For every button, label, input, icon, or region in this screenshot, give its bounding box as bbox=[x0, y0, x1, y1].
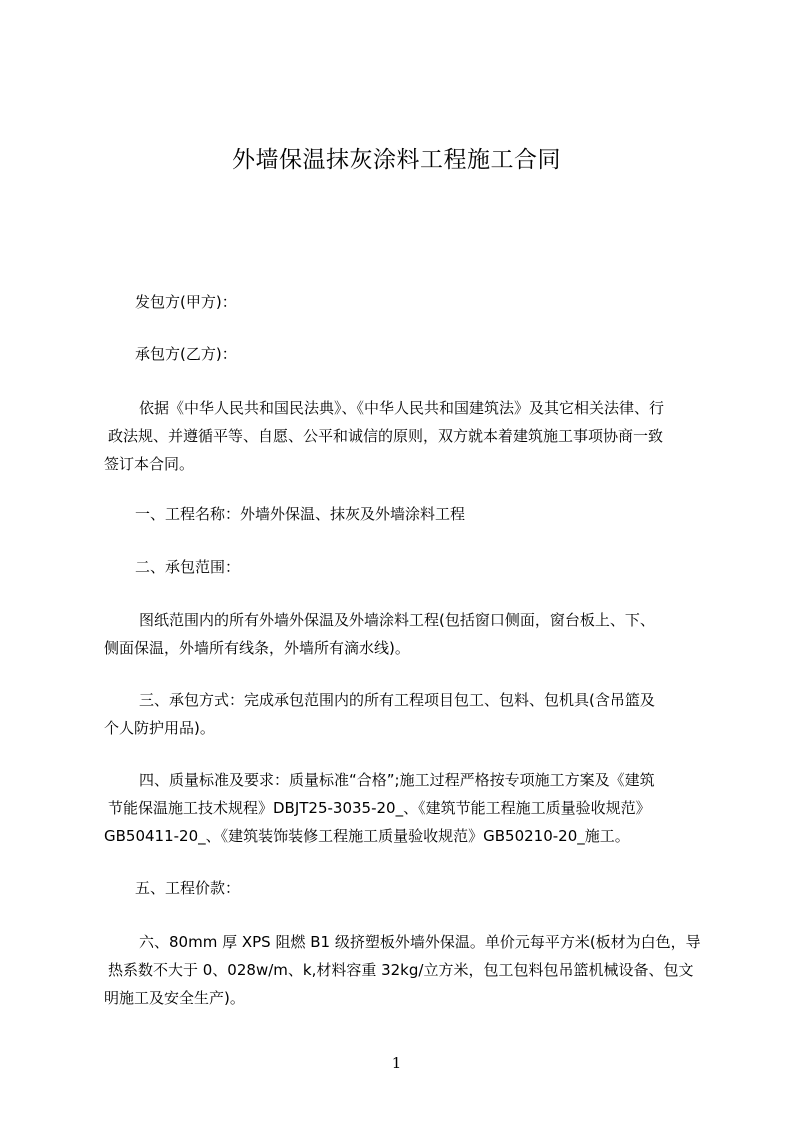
section-quality-standard bbox=[0, 766, 655, 850]
page-number: 1 bbox=[391, 1054, 402, 1072]
preamble-line: 签订本合同。 bbox=[104, 455, 195, 473]
method-line: 个人防护用品)。 bbox=[104, 719, 215, 737]
scope-line: 图纸范围内的所有外墙外保温及外墙涂料工程(包括窗口侧面，窗台板上、下、 bbox=[139, 611, 655, 629]
section-scope-heading: 二、承包范围： bbox=[135, 558, 241, 576]
section-scope-body bbox=[0, 606, 655, 662]
item-line: 热系数不大于 0、028w/m、k,材料容重 32kg/立方米，包工包料包吊篮机械设备、包文 bbox=[108, 961, 694, 979]
quality-line: GB50411-20_、《建筑装饰装修工程施工质量验收规范》GB50210-20_施工。 bbox=[104, 827, 630, 845]
preamble-line: 依据《中华人民共和国民法典》、《中华人民共和国建筑法》及其它相关法律、行 bbox=[139, 399, 665, 417]
section-project-name: 一、工程名称：外墙外保温、抹灰及外墙涂料工程 bbox=[135, 505, 466, 523]
section-contract-method bbox=[0, 686, 655, 742]
party-b-label: 承包方(乙方)： bbox=[135, 345, 237, 363]
item-line: 六、80mm 厚 XPS 阻燃 B1 级挤塑板外墙外保温。单价元每平方米(板材为白色，导 bbox=[139, 933, 701, 951]
item-line: 明施工及安全生产)。 bbox=[104, 989, 245, 1007]
section-price-heading: 五、工程价款： bbox=[135, 879, 241, 897]
quality-line: 四、质量标准及要求：质量标准“合格”;施工过程严格按专项施工方案及《建筑 bbox=[139, 771, 655, 789]
document-title: 外墙保温抹灰涂料工程施工合同 bbox=[232, 147, 561, 173]
quality-line: 节能保温施工技术规程》DBJT25-3035-20_、《建筑节能工程施工质量验收规范》 bbox=[108, 799, 651, 817]
scope-line: 侧面保温，外墙所有线条，外墙所有滴水线)。 bbox=[104, 639, 410, 657]
method-line: 三、承包方式：完成承包范围内的所有工程项目包工、包料、包机具(含吊篮及 bbox=[139, 691, 655, 709]
party-a-label: 发包方(甲方)： bbox=[135, 293, 237, 311]
section-insulation-item bbox=[0, 928, 701, 1012]
preamble-line: 政法规、并遵循平等、自愿、公平和诚信的原则，双方就本着建筑施工事项协商一致 bbox=[108, 427, 664, 445]
preamble-paragraph bbox=[0, 394, 664, 478]
